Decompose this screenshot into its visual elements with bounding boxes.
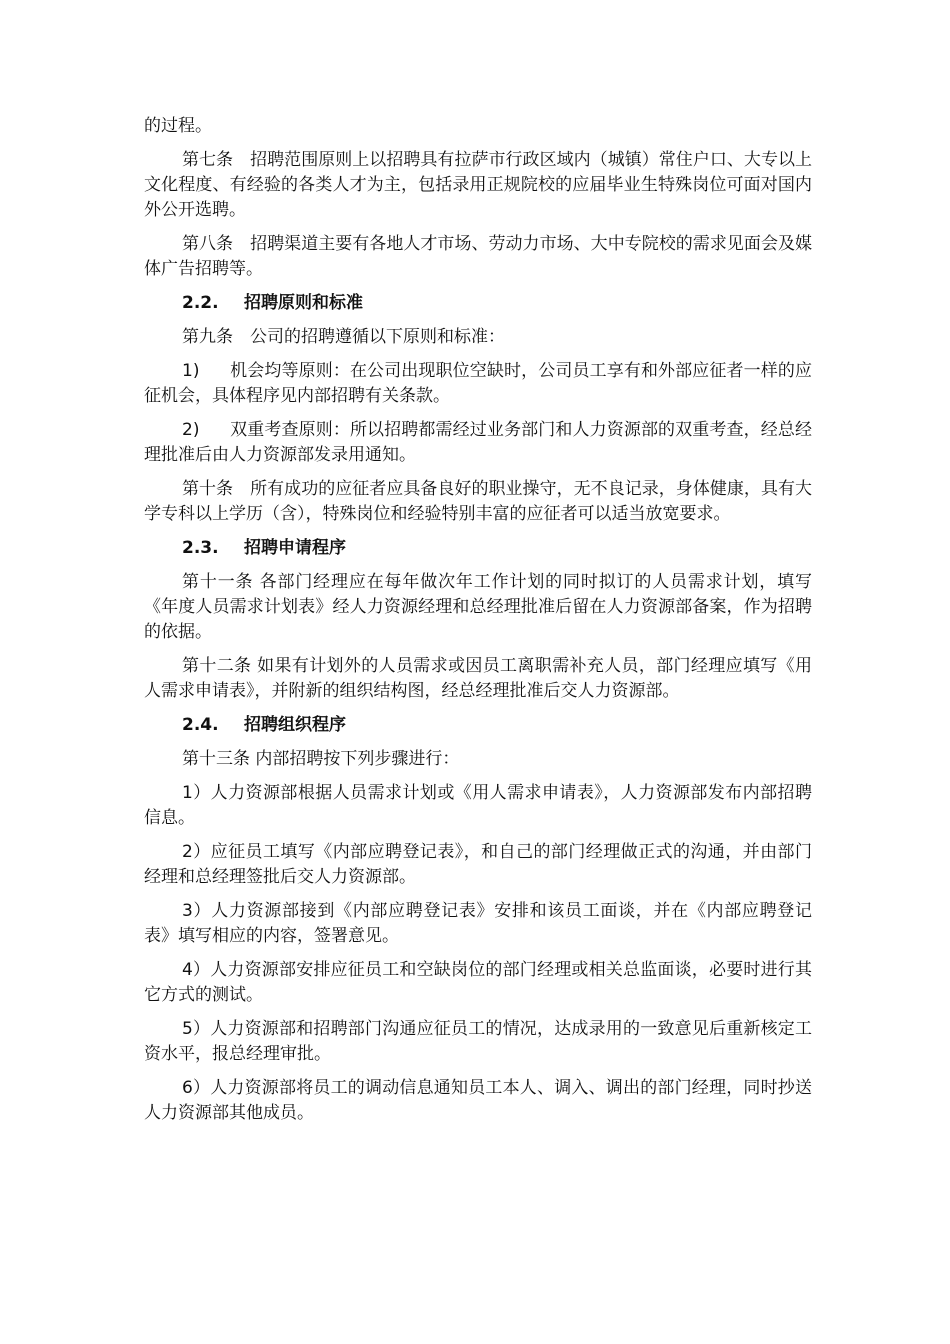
step-4: 4）人力资源部安排应征员工和空缺岗位的部门经理或相关总监面谈，必要时进行其它方式的测试。	[144, 960, 812, 1005]
list-text: 机会均等原则：在公司出现职位空缺时，公司员工享有和外部应征者一样的应征机会，具体程序见内部招聘有关条款。	[144, 361, 812, 406]
principle-item-2	[144, 418, 812, 468]
article-8: 第八条 招聘渠道主要有各地人才市场、劳动力市场、大中专院校的需求见面会及媒体广告招聘等。	[144, 234, 812, 279]
section-heading-2-2	[144, 291, 812, 316]
step-5: 5）人力资源部和招聘部门沟通应征员工的情况，达成录用的一致意见后重新核定工资水平，报总经理审批。	[144, 1019, 812, 1064]
list-number: 2)	[182, 420, 200, 440]
section-heading-2-3	[144, 536, 812, 561]
section-title: 招聘组织程序	[244, 715, 346, 735]
article-9: 第九条 公司的招聘遵循以下原则和标准：	[182, 327, 505, 347]
section-heading-2-4	[144, 713, 812, 738]
paragraph-continuation: 的过程。	[144, 116, 212, 136]
list-number: 1)	[182, 361, 200, 381]
step-2: 2）应征员工填写《内部应聘登记表》，和自己的部门经理做正式的沟通，并由部门经理和总经理签批后交人力资源部。	[144, 842, 812, 887]
article-13: 第十三条 内部招聘按下列步骤进行：	[182, 749, 460, 769]
article-7: 第七条 招聘范围原则上以招聘具有拉萨市行政区域内（城镇）常住户口、大专以上文化程度、有经验的各类人才为主，包括录用正规院校的应届毕业生特殊岗位可面对国内外公开选聘。	[144, 150, 812, 220]
section-number: 2.4.	[182, 715, 219, 735]
section-title: 招聘申请程序	[244, 538, 346, 558]
section-number: 2.3.	[182, 538, 219, 558]
step-1: 1）人力资源部根据人员需求计划或《用人需求申请表》，人力资源部发布内部招聘信息。	[144, 783, 812, 828]
step-6: 6）人力资源部将员工的调动信息通知员工本人、调入、调出的部门经理，同时抄送人力资源部其他成员。	[144, 1078, 812, 1123]
principle-item-1	[144, 359, 812, 409]
step-3: 3）人力资源部接到《内部应聘登记表》安排和该员工面谈，并在《内部应聘登记表》填写相应的内容，签署意见。	[144, 901, 812, 946]
list-text: 双重考查原则：所以招聘都需经过业务部门和人力资源部的双重考查，经总经理批准后由人力资源部发录用通知。	[144, 420, 812, 465]
article-12: 第十二条 如果有计划外的人员需求或因员工离职需补充人员，部门经理应填写《用人需求申请表》，并附新的组织结构图，经总经理批准后交人力资源部。	[144, 656, 812, 701]
section-number: 2.2.	[182, 293, 219, 313]
article-11: 第十一条 各部门经理应在每年做次年工作计划的同时拟订的人员需求计划，填写《年度人员需求计划表》经人力资源经理和总经理批准后留在人力资源部备案，作为招聘的依据。	[144, 572, 812, 642]
document-page	[144, 114, 812, 1135]
section-title: 招聘原则和标准	[244, 293, 363, 313]
article-10: 第十条 所有成功的应征者应具备良好的职业操守，无不良记录，身体健康，具有大学专科以上学历（含），特殊岗位和经验特别丰富的应征者可以适当放宽要求。	[144, 479, 812, 524]
